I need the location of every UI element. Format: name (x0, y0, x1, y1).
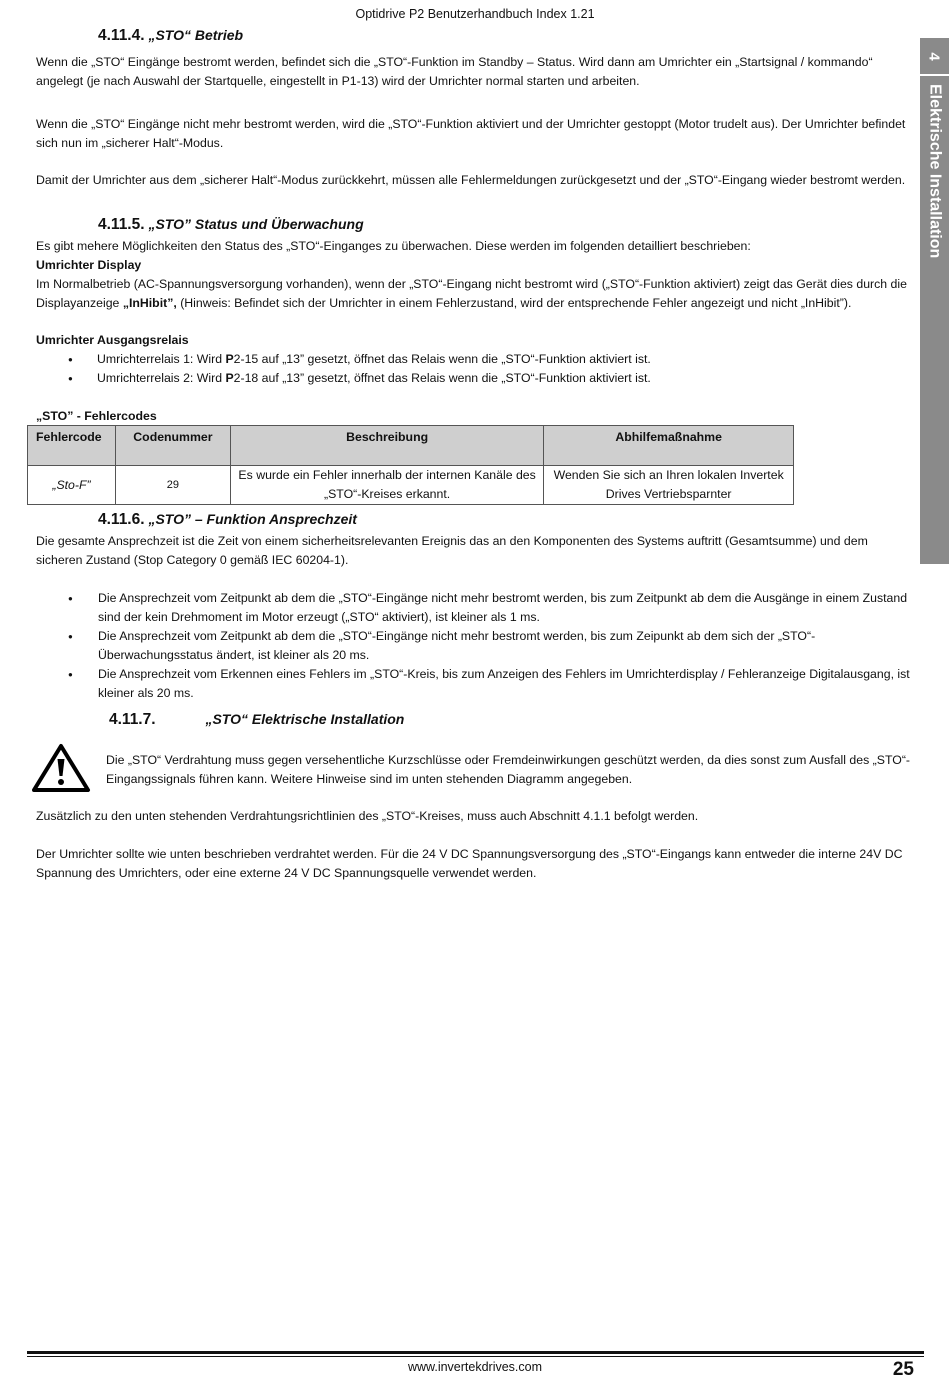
text-run: Umrichterrelais 2: Wird (97, 371, 226, 385)
heading-number: 4.11.6. (98, 511, 145, 528)
heading-title: „STO“ Betrieb (148, 27, 244, 43)
column-header: Fehlercode (28, 426, 116, 466)
chapter-number-text: 4 (926, 51, 943, 61)
footer-rule-thin (27, 1356, 924, 1357)
subheading-relais: Umrichter Ausgangsrelais (36, 333, 189, 347)
chapter-title (920, 84, 949, 344)
subheading-display: Umrichter Display (36, 258, 142, 272)
heading-number: 4.11.5. (98, 216, 145, 233)
text-run: Umrichterrelais 1: Wird (97, 352, 226, 366)
column-header: Abhilfemaßnahme (544, 426, 794, 466)
table-cell: 29 (115, 466, 230, 505)
heading-4-11-5 (98, 215, 364, 234)
paragraph: Es gibt mehere Möglichkeiten den Status des „STO“-Einganges zu überwachen. Diese werden im folgenden detailliert beschrieben: (36, 239, 751, 253)
paragraph: Die gesamte Ansprechzeit ist die Zeit von einem sicherheitsrelevanten Ereignis das an den Komponenten des Systems auftritt (Gesamtsumme) und dem sicheren Zustand (Stop Category 0 gemäß IEC 60204-1). (36, 534, 868, 567)
paragraph: Wenn die „STO“ Eingänge bestromt werden, befindet sich die „STO“-Funktion im Standby – Status. Wird dann am Umrichter ein „Startsignal / kommando“ angelegt (je nach Auswahl der Startquelle, eingestellt in P1-13) wird der Umrichter normal starten und arbeiten. (36, 55, 873, 88)
list-item: ● Die Ansprechzeit vom Zeitpunkt ab dem die „STO“-Eingänge nicht mehr bestromt werden, bis zum Zeitpunkt ab dem die Ausgänge in einem Zustand sind der kein Drehmoment im Motor erzeugt („STO“ aktiviert), ist kleiner als 1 ms. (36, 589, 912, 627)
inhibit-label: „InHibit”, (122, 296, 177, 310)
paragraph: Der Umrichter sollte wie unten beschrieben verdrahtet werden. Für die 24 V DC Spannungsversorgung des „STO“-Eingangs kann entweder die interne 24V DC Spannung des Umrichters, oder eine externe 24 V DC Spannungsquelle verwendet werden. (36, 847, 903, 880)
chapter-title-text: Elektrische Installation (926, 84, 943, 259)
chapter-number (920, 38, 949, 74)
page-number: 25 (892, 1359, 914, 1380)
paragraph: Wenn die „STO“ Eingänge nicht mehr bestromt werden, wird die „STO“-Funktion aktiviert und der Umrichter gestoppt (Motor trudelt aus). Der Umrichter befindet sich nun im „sicherer Halt“-Modus. (36, 117, 906, 150)
heading-title: „STO“ Elektrische Installation (205, 711, 405, 727)
side-tab-divider (920, 74, 949, 76)
list-item: ● Die Ansprechzeit vom Erkennen eines Fehlers im „STO“-Kreis, bis zum Anzeigen des Fehlers im Umrichterdisplay / Fehleranzeige Digitalausgang, ist kleiner als 20 ms. (36, 665, 912, 703)
page-header: Optidrive P2 Benutzerhandbuch Index 1.21 (355, 7, 595, 21)
warning-text: Die „STO“ Verdrahtung muss gegen versehentliche Kurzschlüsse oder Fremdeinwirkungen geschützt werden, da dies sonst zum Ausfall des „STO“-Eingangssignals führen kann. Weitere Hinweise sind im unten stehenden Diagramm angegeben. (106, 753, 911, 786)
param-prefix: P (225, 371, 234, 385)
param-prefix: P (225, 352, 234, 366)
table-title: „STO” - Fehlercodes (36, 409, 157, 423)
heading-4-11-4 (98, 26, 243, 45)
paragraph: Damit der Umrichter aus dem „sicherer Halt“-Modus zurückkehrt, müssen alle Fehlermeldungen zurückgesetzt und der „STO“-Eingang wieder bestromt werden. (36, 173, 906, 187)
heading-number: 4.11.4. (98, 27, 145, 44)
table-cell: Es wurde ein Fehler innerhalb der internen Kanäle des „STO“-Kreises erkannt. (230, 466, 543, 505)
response-time-list (36, 589, 912, 703)
list-item (36, 369, 912, 388)
text-run: 2-18 auf „13” gesetzt, öffnet das Relais wenn die „STO“-Funktion aktiviert ist. (233, 371, 651, 385)
footer-url: www.invertekdrives.com (407, 1360, 543, 1374)
table-cell: „Sto-F” (28, 466, 116, 505)
table-cell: Wenden Sie sich an Ihren lokalen Invertek Drives Vertriebsparnter (544, 466, 794, 505)
heading-4-11-7 (109, 710, 404, 729)
text-run: (Hinweis: Befindet sich der Umrichter in einem Fehlerzustand, wird der entsprechende Fehler angezeigt und nicht „InHibit”). (176, 296, 852, 310)
heading-title: „STO” Status und Überwachung (148, 216, 364, 232)
text-run: 2-15 auf „13” gesetzt, öffnet das Relais wenn die „STO“-Funktion aktiviert ist. (233, 352, 651, 366)
error-code-table (27, 425, 794, 505)
heading-number: 4.11.7. (109, 711, 156, 728)
warning-icon (30, 742, 92, 794)
text-run: Im Normalbetrieb (AC-Spannungsversorgung vorhanden), wenn der „STO“-Eingang nicht bestromt wird („STO“-Funktion aktiviert) zeigt das Gerät dies durch die Displayanzeige (36, 277, 907, 310)
table-header-row (28, 426, 794, 466)
footer-rule (27, 1351, 924, 1354)
table-row (28, 466, 794, 505)
heading-4-11-6 (98, 510, 357, 529)
column-header: Beschreibung (230, 426, 543, 466)
list-item: ● Die Ansprechzeit vom Zeitpunkt ab dem die „STO“-Eingänge nicht mehr bestromt werden, bis zum Zeipunkt ab dem sich der „STO“-Überwachungsstatus ändert, ist kleiner als 20 ms. (36, 627, 912, 665)
heading-title: „STO” – Funktion Ansprechzeit (148, 511, 357, 527)
paragraph-display (36, 275, 912, 313)
list-item (36, 350, 912, 369)
column-header: Codenummer (115, 426, 230, 466)
relais-list (36, 350, 912, 388)
paragraph: Zusätzlich zu den unten stehenden Verdrahtungsrichtlinien des „STO“-Kreises, muss auch Abschnitt 4.1.1 befolgt werden. (36, 809, 699, 823)
